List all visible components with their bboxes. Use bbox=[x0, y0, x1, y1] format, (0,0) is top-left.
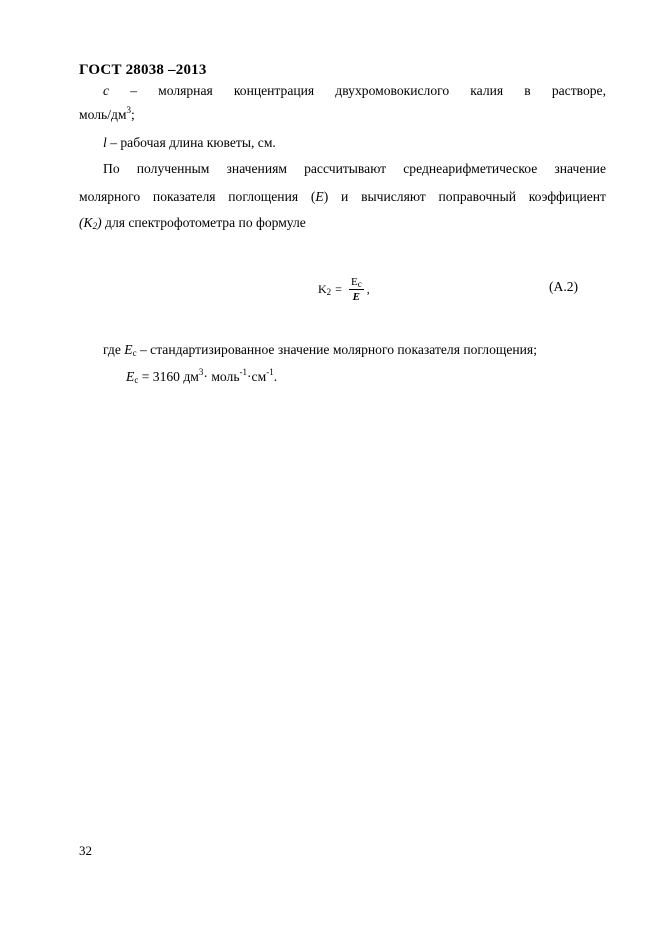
symbol-Ec-subscript: c bbox=[132, 348, 137, 358]
unit-exponent: 3 bbox=[126, 105, 131, 115]
where-text: – стандартизированное значение молярного показателя поглощения; bbox=[136, 342, 537, 357]
paragraph-line-2 bbox=[79, 186, 606, 207]
definition-c-unit bbox=[79, 107, 135, 123]
paragraph-text: молярного показателя поглощения ( bbox=[79, 189, 316, 204]
paragraph-text: ) и вычисляют поправочный коэффициент bbox=[323, 189, 606, 204]
definition-l-text: – рабочая длина кюветы, см. bbox=[110, 135, 276, 150]
formula-lhs: $K_2$ bbox=[318, 281, 332, 297]
symbol-K-close: ) bbox=[97, 215, 102, 230]
formula-a2 bbox=[318, 272, 370, 306]
value-exponent: 3 bbox=[198, 367, 204, 377]
symbol-c: c bbox=[103, 83, 110, 98]
formula-numerator: $E_c$ bbox=[350, 275, 362, 289]
where-definition bbox=[103, 342, 537, 358]
value-symbol: E bbox=[126, 369, 135, 384]
symbol-l: l bbox=[103, 135, 107, 150]
paragraph-line-3 bbox=[79, 215, 306, 231]
value-symbol-subscript: c bbox=[134, 375, 139, 385]
formula-denominator: E bbox=[352, 290, 360, 303]
symbol-K-subscript: 2 bbox=[92, 221, 98, 231]
paragraph-text: для спектрофотометра по формуле bbox=[101, 215, 306, 230]
document-header: ГОСТ 28038 –2013 bbox=[79, 62, 207, 78]
definition-c-text: – молярная концентрация двухромовокислого калия в растворе, bbox=[130, 83, 606, 98]
unit-text: моль/дм bbox=[79, 107, 127, 122]
where-lead: где bbox=[103, 342, 125, 357]
symbol-K: (K bbox=[79, 215, 93, 230]
value-text: = 3160 дм bbox=[138, 369, 199, 384]
page-number: 32 bbox=[79, 843, 92, 858]
value-unit: · моль bbox=[203, 369, 240, 384]
formula-equals: = bbox=[335, 281, 342, 296]
unit-end: ; bbox=[131, 107, 135, 122]
value-unit: ·см bbox=[247, 369, 267, 384]
where-value bbox=[126, 369, 277, 385]
definition-c bbox=[79, 80, 606, 101]
definition-l bbox=[103, 135, 276, 151]
equation-number: (А.2) bbox=[549, 279, 579, 294]
formula-comma: , bbox=[366, 281, 370, 296]
value-exponent: -1 bbox=[239, 367, 248, 377]
value-exponent: -1 bbox=[266, 367, 274, 377]
value-end: . bbox=[273, 369, 278, 384]
symbol-E: E bbox=[315, 189, 324, 204]
formula-fraction bbox=[349, 276, 364, 303]
symbol-Ec: E bbox=[124, 342, 133, 357]
paragraph-line-1: По полученным значениям рассчитывают среднеарифметическое значение bbox=[103, 161, 606, 176]
